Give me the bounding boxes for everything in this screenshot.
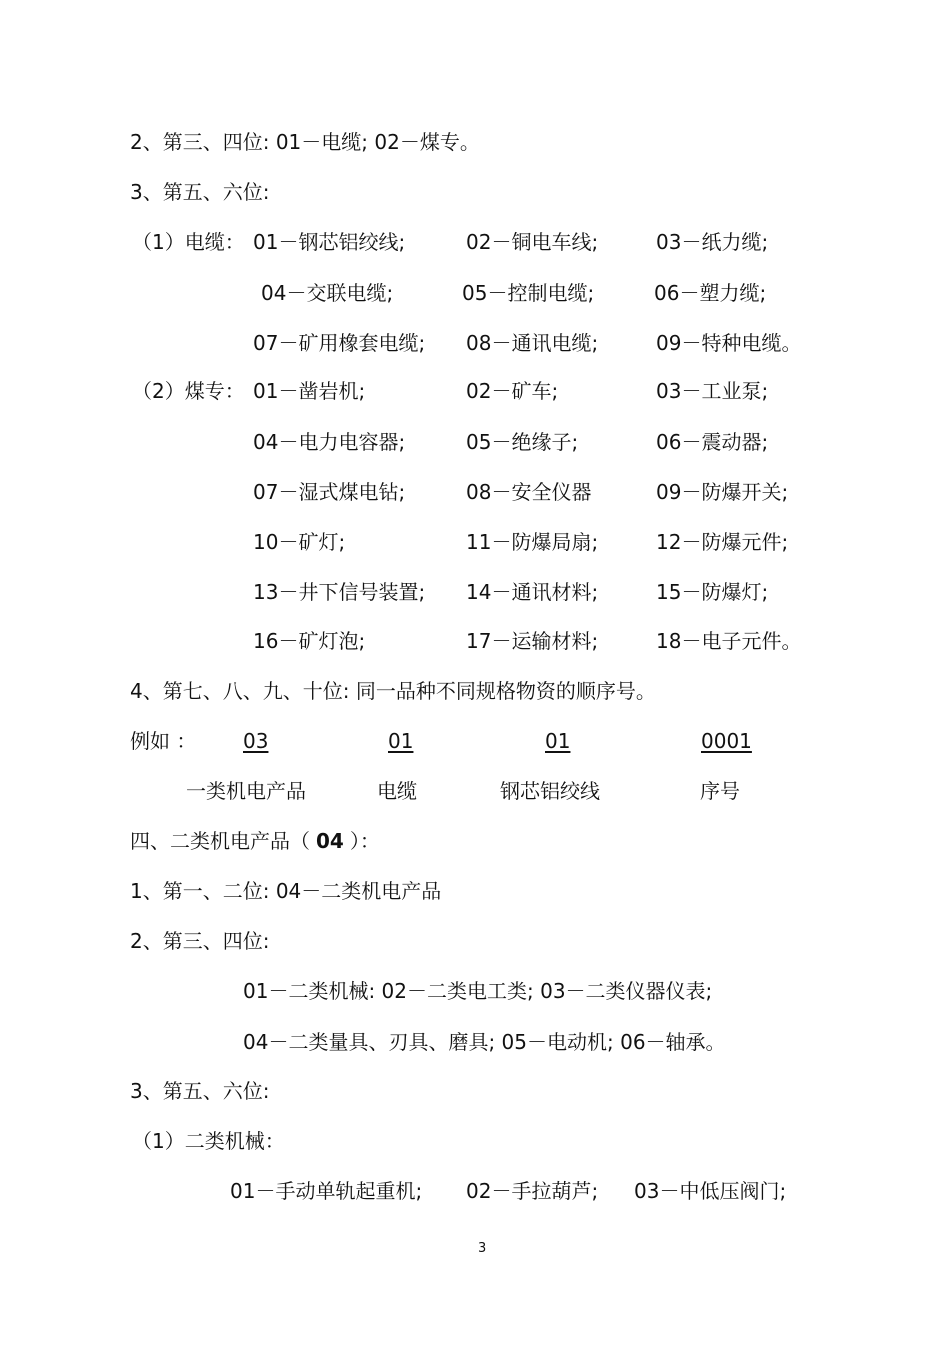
cable-item: 05－控制电缆;	[462, 281, 595, 305]
example-code: 03	[243, 729, 269, 753]
coal-item: 01－凿岩机;	[253, 379, 366, 403]
example-label: 例如 ：	[130, 729, 197, 753]
section-4-code: 04	[316, 829, 344, 853]
text-line-s3a: （1）二类机械：	[132, 1129, 285, 1153]
coal-item: 10－矿灯;	[253, 530, 346, 554]
page-number: 3	[478, 1241, 487, 1256]
cable-item: 02－铜电车线;	[466, 230, 599, 254]
cable-item: 08－通讯电缆;	[466, 331, 599, 355]
example-meaning: 序号	[700, 779, 740, 803]
example-code: 0001	[701, 729, 752, 753]
coal-label: （2）煤专：	[132, 379, 245, 403]
coal-item: 13－井下信号装置;	[253, 580, 426, 604]
coal-item: 04－电力电容器;	[253, 430, 406, 454]
machinery-item: 01－手动单轨起重机;	[230, 1179, 423, 1203]
coal-item: 09－防爆开关;	[656, 480, 789, 504]
text-line-1: 2、第三、四位: 01－电缆; 02－煤专。	[130, 130, 480, 154]
text-line-2: 3、第五、六位:	[130, 180, 270, 204]
cable-item: 06－塑力缆;	[654, 281, 767, 305]
example-meaning: 电缆	[377, 779, 417, 803]
coal-item: 05－绝缘子;	[466, 430, 579, 454]
coal-item: 12－防爆元件;	[656, 530, 789, 554]
text-line-s2: 2、第三、四位:	[130, 929, 270, 953]
coal-item: 03－工业泵;	[656, 379, 769, 403]
section-4-heading-pre: 四、二类机电产品（	[130, 829, 310, 853]
coal-item: 07－湿式煤电钻;	[253, 480, 406, 504]
coal-item: 15－防爆灯;	[656, 580, 769, 604]
text-line-4: 4、第七、八、九、十位: 同一品种不同规格物资的顺序号。	[130, 679, 656, 703]
cable-item: 04－交联电缆;	[261, 281, 394, 305]
example-meaning: 一类机电产品	[186, 779, 306, 803]
coal-item: 02－矿车;	[466, 379, 559, 403]
coal-item: 14－通讯材料;	[466, 580, 599, 604]
machinery-item: 03－中低压阀门;	[634, 1179, 787, 1203]
cable-label: （1）电缆：	[132, 230, 245, 254]
text-line-s2a: 01－二类机械: 02－二类电工类; 03－二类仪器仪表;	[243, 979, 713, 1003]
example-code: 01	[545, 729, 571, 753]
machinery-item: 02－手拉葫芦;	[466, 1179, 599, 1203]
example-code: 01	[388, 729, 414, 753]
text-line-s2b: 04－二类量具、刃具、磨具; 05－电动机; 06－轴承。	[243, 1030, 726, 1054]
coal-item: 17－运输材料;	[466, 629, 599, 653]
text-line-s3: 3、第五、六位:	[130, 1079, 270, 1103]
coal-item: 18－电子元件。	[656, 629, 802, 653]
text-line-s1: 1、第一、二位: 04－二类机电产品	[130, 879, 442, 903]
section-4-heading-post: ）：	[349, 829, 380, 853]
coal-item: 08－安全仪器	[466, 480, 592, 504]
cable-item: 01－钢芯铝绞线;	[253, 230, 406, 254]
coal-item: 06－震动器;	[656, 430, 769, 454]
cable-item: 03－纸力缆;	[656, 230, 769, 254]
coal-item: 16－矿灯泡;	[253, 629, 366, 653]
coal-item: 11－防爆局扇;	[466, 530, 599, 554]
example-meaning: 钢芯铝绞线	[500, 779, 600, 803]
cable-item: 09－特种电缆。	[656, 331, 802, 355]
cable-item: 07－矿用橡套电缆;	[253, 331, 426, 355]
section-4-heading	[130, 828, 380, 854]
